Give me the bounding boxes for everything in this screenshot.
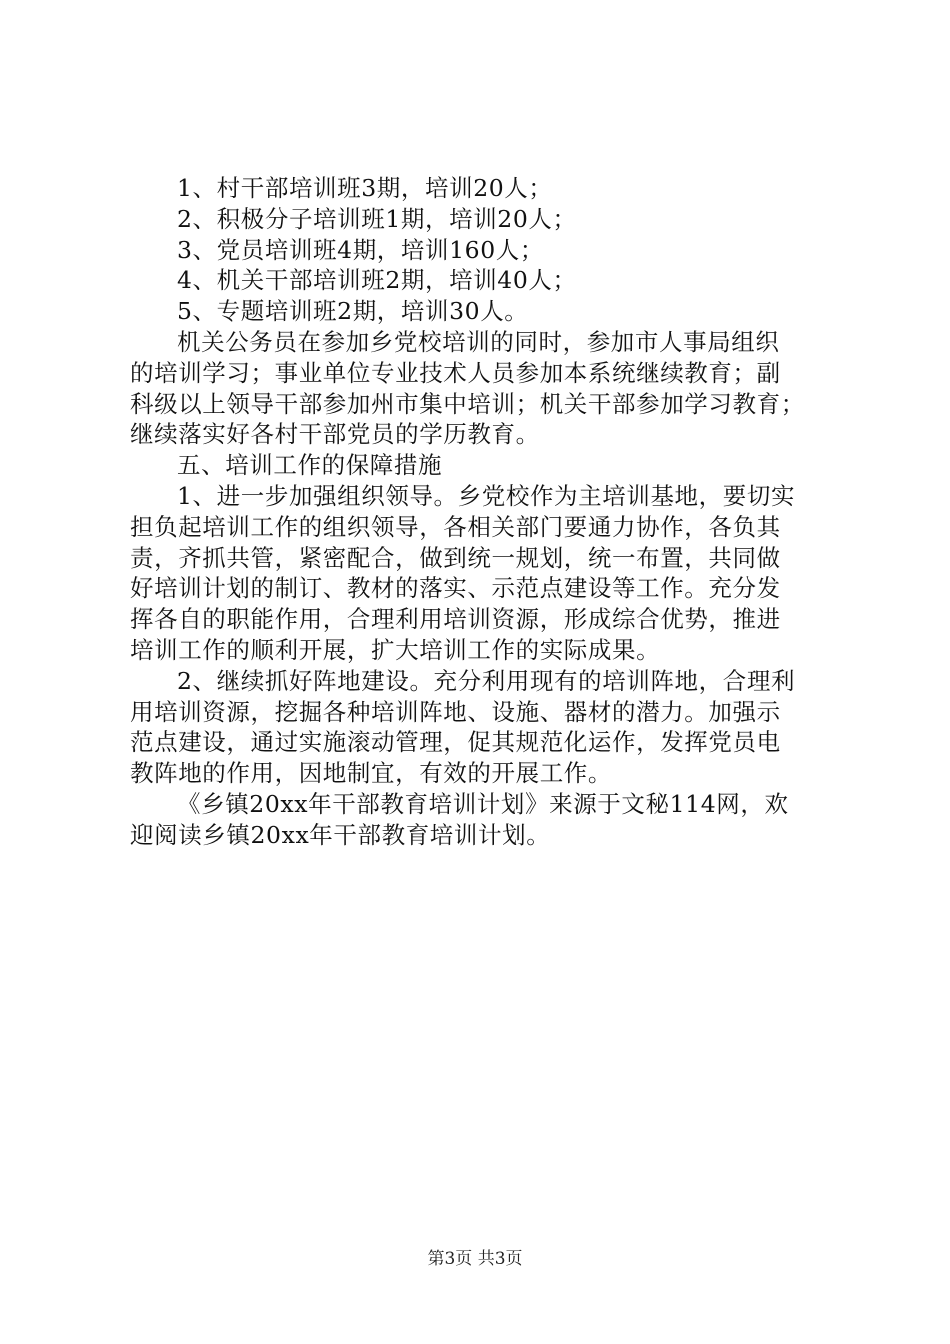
list-item: 5、专题培训班2期，培训30人。 <box>177 297 529 326</box>
list-item: 3、党员培训班4期，培训160人； <box>177 235 544 264</box>
document-body <box>130 173 850 851</box>
paragraph-facilities <box>130 666 850 789</box>
paragraph-line: 1、进一步加强组织领导。乡党校作为主培训基地，要切实 <box>177 481 796 510</box>
paragraph-line: 挥各自的职能作用，合理利用培训资源，形成综合优势，推进 <box>130 605 781 634</box>
section-heading-text: 五、培训工作的保障措施 <box>177 451 443 480</box>
paragraph-line: 继续落实好各村干部党员的学历教育。 <box>130 420 540 449</box>
paragraph-line: 的培训学习；事业单位专业技术人员参加本系统继续教育；副 <box>130 358 781 387</box>
paragraph-line: 《乡镇20xx年干部教育培训计划》来源于文秘114网，欢 <box>177 789 789 818</box>
paragraph-line: 好培训计划的制订、教材的落实、示范点建设等工作。充分发 <box>130 574 781 603</box>
paragraph-line: 2、继续抓好阵地建设。充分利用现有的培训阵地，合理利 <box>177 666 796 695</box>
paragraph-line: 范点建设，通过实施滚动管理，促其规范化运作，发挥党员电 <box>130 728 781 757</box>
paragraph-civil-servants <box>130 327 850 450</box>
list-item: 1、村干部培训班3期，培训20人； <box>177 174 553 202</box>
paragraph-line: 培训工作的顺利开展，扩大培训工作的实际成果。 <box>130 635 661 664</box>
paragraph-line: 担负起培训工作的组织领导，各相关部门要通力协作，各负其 <box>130 512 781 541</box>
paragraph-line: 科级以上领导干部参加州市集中培训；机关干部参加学习教育； <box>130 389 805 418</box>
section-heading <box>130 450 850 481</box>
page-number-footer: 第3页 共3页 <box>427 1249 523 1269</box>
list-item: 4、机关干部培训班2期，培训40人； <box>177 266 577 295</box>
paragraph-line: 机关公务员在参加乡党校培训的同时，参加市人事局组织 <box>177 327 780 356</box>
paragraph-line: 教阵地的作用，因地制宜，有效的开展工作。 <box>130 759 612 788</box>
paragraph-leadership <box>130 481 850 666</box>
paragraph-line: 用培训资源，挖掘各种培训阵地、设施、器材的潜力。加强示 <box>130 697 781 726</box>
paragraph-line: 责，齐抓共管，紧密配合，做到统一规划，统一布置，共同做 <box>130 543 781 572</box>
training-list <box>130 173 850 327</box>
paragraph-line: 迎阅读乡镇20xx年干部教育培训计划。 <box>130 820 551 849</box>
list-item: 2、积极分子培训班1期，培训20人； <box>177 204 577 233</box>
paragraph-source-note <box>130 789 850 851</box>
